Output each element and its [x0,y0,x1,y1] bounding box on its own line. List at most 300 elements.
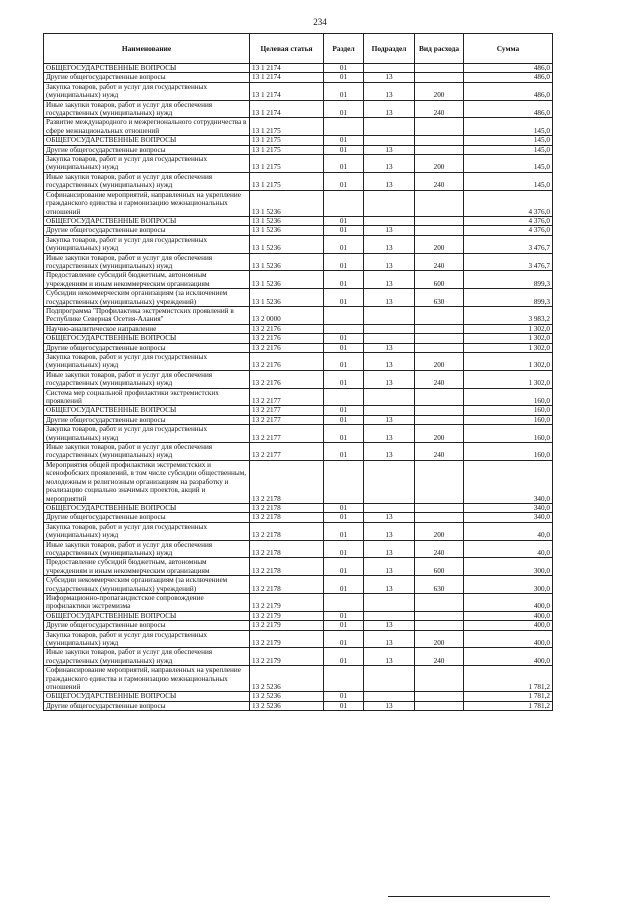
cell-section [324,593,364,611]
cell-subsection: 13 [364,145,415,154]
cell-sum: 400,0 [464,621,553,630]
cell-exp-type: 600 [415,271,464,289]
cell-name: Закупка товаров, работ и услуг для государственных (муниципальных) нужд [44,522,250,540]
cell-sum: 899,3 [464,271,553,289]
cell-code: 13 2 5236 [250,701,324,710]
cell-sum: 300,0 [464,558,553,576]
cell-exp-type [415,621,464,630]
cell-exp-type: 240 [415,253,464,271]
cell-subsection: 13 [364,443,415,461]
cell-section: 01 [324,343,364,352]
cell-section: 01 [324,145,364,154]
cell-subsection [364,692,415,701]
cell-code: 13 1 2174 [250,82,324,100]
cell-section: 01 [324,425,364,443]
table-row [44,648,553,666]
cell-exp-type [415,136,464,145]
cell-subsection: 13 [364,353,415,371]
header-name: Наименование [44,34,250,64]
cell-sum: 1 781,2 [464,666,553,692]
table-row [44,289,553,307]
cell-code: 13 2 2176 [250,334,324,343]
cell-subsection: 13 [364,630,415,648]
cell-name: ОБЩЕГОСУДАРСТВЕННЫЕ ВОПРОСЫ [44,503,250,512]
cell-code: 13 1 2175 [250,155,324,173]
cell-exp-type [415,503,464,512]
cell-section: 01 [324,353,364,371]
table-row [44,73,553,82]
cell-section: 01 [324,558,364,576]
table-row [44,415,553,424]
cell-exp-type: 240 [415,540,464,558]
cell-section: 01 [324,443,364,461]
cell-exp-type: 240 [415,100,464,118]
cell-subsection: 13 [364,425,415,443]
cell-name: ОБЩЕГОСУДАРСТВЕННЫЕ ВОПРОСЫ [44,611,250,620]
table-row [44,172,553,190]
cell-sum: 160,0 [464,425,553,443]
cell-sum: 40,0 [464,540,553,558]
table-row [44,136,553,145]
cell-exp-type [415,692,464,701]
table-row [44,353,553,371]
cell-name: ОБЩЕГОСУДАРСТВЕННЫЕ ВОПРОСЫ [44,136,250,145]
cell-subsection [364,388,415,406]
cell-exp-type [415,334,464,343]
cell-subsection: 13 [364,701,415,710]
cell-exp-type: 200 [415,522,464,540]
cell-sum: 145,0 [464,118,553,136]
cell-name: Другие общегосударственные вопросы [44,145,250,154]
cell-subsection [364,503,415,512]
cell-exp-type [415,593,464,611]
cell-section [324,118,364,136]
cell-sum: 300,0 [464,576,553,594]
cell-section: 01 [324,172,364,190]
cell-subsection: 13 [364,155,415,173]
cell-name: Софинансирование мероприятий, направленных на укрепление гражданского единства и гармонизацию межнациональных отношений [44,666,250,692]
cell-section [324,306,364,324]
cell-name: Субсидии некоммерческим организациям (за исключением государственных (муниципальных) учреждений) [44,576,250,594]
table-row [44,343,553,352]
cell-code: 13 1 2175 [250,118,324,136]
table-row [44,155,553,173]
cell-code: 13 2 2177 [250,443,324,461]
cell-code: 13 1 5236 [250,190,324,216]
cell-sum: 1 302,0 [464,353,553,371]
cell-name: Информационно-пропагандистское сопровождение профилактики экстремизма [44,593,250,611]
cell-subsection: 13 [364,576,415,594]
header-subsection: Подраздел [364,34,415,64]
cell-code: 13 1 5236 [250,216,324,225]
cell-code: 13 2 5236 [250,666,324,692]
cell-exp-type: 200 [415,425,464,443]
cell-section: 01 [324,630,364,648]
cell-sum: 1 302,0 [464,370,553,388]
cell-subsection [364,64,415,73]
table-row [44,666,553,692]
cell-name: ОБЩЕГОСУДАРСТВЕННЫЕ ВОПРОСЫ [44,216,250,225]
cell-name: Система мер социальной профилактики экстремистских проявлений [44,388,250,406]
cell-section: 01 [324,370,364,388]
cell-code: 13 2 2179 [250,611,324,620]
cell-code: 13 2 2177 [250,406,324,415]
cell-sum: 899,3 [464,289,553,307]
cell-subsection: 13 [364,289,415,307]
table-row [44,630,553,648]
cell-code: 13 1 5236 [250,271,324,289]
cell-code: 13 1 2174 [250,100,324,118]
cell-exp-type [415,406,464,415]
table-row [44,593,553,611]
cell-subsection: 13 [364,513,415,522]
cell-code: 13 1 2175 [250,172,324,190]
cell-sum: 4 376,0 [464,216,553,225]
table-row [44,324,553,333]
cell-subsection: 13 [364,522,415,540]
cell-section: 01 [324,503,364,512]
cell-exp-type [415,415,464,424]
cell-name: Предоставление субсидий бюджетным, автономным учреждениям и иным некоммерческим организациям [44,271,250,289]
cell-subsection [364,136,415,145]
cell-name: Иные закупки товаров, работ и услуг для обеспечения государственных (муниципальных) нужд [44,370,250,388]
table-row [44,216,553,225]
cell-exp-type [415,190,464,216]
cell-code: 13 1 5236 [250,235,324,253]
cell-exp-type: 630 [415,289,464,307]
cell-exp-type: 200 [415,235,464,253]
cell-section: 01 [324,692,364,701]
cell-section: 01 [324,406,364,415]
cell-code: 13 2 2179 [250,621,324,630]
cell-sum: 4 376,0 [464,226,553,235]
cell-subsection: 13 [364,100,415,118]
cell-subsection [364,593,415,611]
cell-subsection [364,306,415,324]
cell-exp-type: 240 [415,443,464,461]
cell-sum: 145,0 [464,155,553,173]
cell-name: Другие общегосударственные вопросы [44,513,250,522]
cell-exp-type [415,388,464,406]
cell-code: 13 2 2177 [250,415,324,424]
cell-subsection [364,611,415,620]
cell-sum: 1 302,0 [464,334,553,343]
cell-sum: 486,0 [464,82,553,100]
cell-sum: 400,0 [464,630,553,648]
cell-section: 01 [324,253,364,271]
cell-sum: 160,0 [464,388,553,406]
cell-name: Закупка товаров, работ и услуг для государственных (муниципальных) нужд [44,155,250,173]
cell-section [324,666,364,692]
cell-exp-type [415,145,464,154]
cell-section [324,190,364,216]
cell-section: 01 [324,64,364,73]
cell-name: Предоставление субсидий бюджетным, автономным учреждениям и иным некоммерческим организациям [44,558,250,576]
cell-exp-type [415,343,464,352]
cell-sum: 340,0 [464,460,553,503]
table-row [44,406,553,415]
table-row [44,100,553,118]
table-row [44,235,553,253]
cell-section: 01 [324,621,364,630]
cell-name: Научно-аналитическое направление [44,324,250,333]
cell-code: 13 1 2174 [250,73,324,82]
cell-code: 13 1 2175 [250,145,324,154]
cell-code: 13 2 2178 [250,460,324,503]
cell-section: 01 [324,522,364,540]
table-row [44,190,553,216]
cell-code: 13 1 5236 [250,253,324,271]
cell-sum: 4 376,0 [464,190,553,216]
cell-subsection [364,324,415,333]
cell-subsection: 13 [364,648,415,666]
cell-code: 13 2 2177 [250,425,324,443]
cell-subsection [364,216,415,225]
cell-exp-type [415,701,464,710]
cell-name: Иные закупки товаров, работ и услуг для обеспечения государственных (муниципальных) нужд [44,253,250,271]
cell-exp-type [415,64,464,73]
cell-subsection: 13 [364,172,415,190]
cell-subsection: 13 [364,558,415,576]
cell-code: 13 1 5236 [250,289,324,307]
cell-subsection [364,666,415,692]
cell-name: Иные закупки товаров, работ и услуг для обеспечения государственных (муниципальных) нужд [44,540,250,558]
cell-section: 01 [324,611,364,620]
table-row [44,253,553,271]
cell-section: 01 [324,540,364,558]
cell-sum: 400,0 [464,611,553,620]
table-row [44,443,553,461]
cell-exp-type: 240 [415,370,464,388]
cell-exp-type [415,611,464,620]
cell-name: Закупка товаров, работ и услуг для государственных (муниципальных) нужд [44,235,250,253]
cell-code: 13 2 2176 [250,343,324,352]
cell-section: 01 [324,136,364,145]
header-code: Целевая статья [250,34,324,64]
cell-section: 01 [324,216,364,225]
table-row [44,271,553,289]
cell-sum: 1 302,0 [464,343,553,352]
table-row [44,540,553,558]
header-section: Раздел [324,34,364,64]
table-row [44,226,553,235]
cell-section: 01 [324,701,364,710]
cell-section: 01 [324,82,364,100]
cell-sum: 400,0 [464,648,553,666]
table-row [44,576,553,594]
cell-subsection: 13 [364,73,415,82]
budget-table [43,33,553,711]
table-row [44,64,553,73]
cell-code: 13 2 0000 [250,306,324,324]
cell-sum: 160,0 [464,443,553,461]
table-row [44,522,553,540]
cell-name: Подпрограмма "Профилактика экстремистских проявлений в Республике Северная Осетия-Алания" [44,306,250,324]
cell-name: Иные закупки товаров, работ и услуг для обеспечения государственных (муниципальных) нужд [44,648,250,666]
cell-code: 13 2 2178 [250,576,324,594]
cell-name: Закупка товаров, работ и услуг для государственных (муниципальных) нужд [44,630,250,648]
cell-name: Софинансирование мероприятий, направленных на укрепление гражданского единства и гармонизацию межнациональных отношений [44,190,250,216]
cell-sum: 160,0 [464,406,553,415]
table-row [44,460,553,503]
cell-code: 13 1 2174 [250,64,324,73]
cell-subsection: 13 [364,235,415,253]
table-row [44,692,553,701]
cell-code: 13 2 2178 [250,558,324,576]
cell-code: 13 2 2179 [250,648,324,666]
cell-subsection: 13 [364,370,415,388]
table-row [44,370,553,388]
cell-exp-type: 240 [415,172,464,190]
table-row [44,118,553,136]
cell-exp-type: 240 [415,648,464,666]
cell-exp-type [415,306,464,324]
cell-section: 01 [324,648,364,666]
cell-section: 01 [324,235,364,253]
cell-sum: 1 302,0 [464,324,553,333]
header-exp-type: Вид расхода [415,34,464,64]
cell-code: 13 2 2179 [250,630,324,648]
table-row [44,306,553,324]
cell-sum: 160,0 [464,415,553,424]
cell-name: Иные закупки товаров, работ и услуг для обеспечения государственных (муниципальных) нужд [44,443,250,461]
cell-code: 13 2 2178 [250,540,324,558]
cell-sum: 486,0 [464,100,553,118]
cell-code: 13 1 2175 [250,136,324,145]
table-body [44,64,553,711]
cell-name: Мероприятия общей профилактики экстремистских и ксенофобских проявлений, в том числе субсидии общественным, молодежным и религиозным организациям на разработку и реализацию социально значимых проектов, акций и мероприятий [44,460,250,503]
table-row [44,145,553,154]
cell-section [324,460,364,503]
cell-sum: 340,0 [464,503,553,512]
cell-sum: 40,0 [464,522,553,540]
cell-subsection [364,118,415,136]
cell-code: 13 2 2176 [250,353,324,371]
cell-subsection [364,460,415,503]
cell-subsection [364,406,415,415]
cell-code: 13 2 2178 [250,513,324,522]
table-header-row [44,34,553,64]
cell-section: 01 [324,289,364,307]
cell-exp-type [415,513,464,522]
cell-name: Другие общегосударственные вопросы [44,226,250,235]
cell-code: 13 2 2178 [250,522,324,540]
cell-sum: 1 781,2 [464,692,553,701]
cell-section: 01 [324,73,364,82]
cell-subsection: 13 [364,82,415,100]
cell-name: ОБЩЕГОСУДАРСТВЕННЫЕ ВОПРОСЫ [44,406,250,415]
cell-name: Развитие международного и межрегионального сотрудничества в сфере межнациональных отношений [44,118,250,136]
table-row [44,82,553,100]
cell-code: 13 2 2179 [250,593,324,611]
cell-code: 13 2 5236 [250,692,324,701]
page-number: 234 [313,17,327,27]
cell-subsection: 13 [364,343,415,352]
cell-subsection: 13 [364,621,415,630]
cell-exp-type [415,118,464,136]
cell-subsection: 13 [364,540,415,558]
cell-exp-type [415,324,464,333]
cell-sum: 145,0 [464,145,553,154]
cell-section [324,324,364,333]
cell-exp-type: 600 [415,558,464,576]
cell-exp-type: 200 [415,82,464,100]
cell-code: 13 2 2176 [250,370,324,388]
cell-section: 01 [324,271,364,289]
header-sum: Сумма [464,34,553,64]
cell-exp-type: 200 [415,630,464,648]
cell-section [324,388,364,406]
cell-sum: 1 781,2 [464,701,553,710]
cell-code: 13 1 5236 [250,226,324,235]
cell-subsection: 13 [364,415,415,424]
cell-sum: 3 983,2 [464,306,553,324]
cell-name: Другие общегосударственные вопросы [44,343,250,352]
footer-rule [388,896,550,897]
cell-exp-type: 630 [415,576,464,594]
cell-exp-type [415,73,464,82]
cell-name: Другие общегосударственные вопросы [44,701,250,710]
table-row [44,334,553,343]
cell-subsection: 13 [364,226,415,235]
cell-code: 13 2 2178 [250,503,324,512]
table-row [44,621,553,630]
cell-name: ОБЩЕГОСУДАРСТВЕННЫЕ ВОПРОСЫ [44,692,250,701]
cell-name: Иные закупки товаров, работ и услуг для обеспечения государственных (муниципальных) нужд [44,172,250,190]
table-row [44,425,553,443]
cell-section: 01 [324,226,364,235]
cell-sum: 340,0 [464,513,553,522]
cell-subsection [364,334,415,343]
cell-name: Закупка товаров, работ и услуг для государственных (муниципальных) нужд [44,82,250,100]
cell-sum: 400,0 [464,593,553,611]
cell-name: Другие общегосударственные вопросы [44,415,250,424]
cell-sum: 3 476,7 [464,253,553,271]
cell-name: Другие общегосударственные вопросы [44,73,250,82]
table-row [44,503,553,512]
cell-code: 13 2 2177 [250,388,324,406]
cell-name: ОБЩЕГОСУДАРСТВЕННЫЕ ВОПРОСЫ [44,64,250,73]
cell-exp-type [415,666,464,692]
table-row [44,701,553,710]
cell-name: Закупка товаров, работ и услуг для государственных (муниципальных) нужд [44,353,250,371]
cell-exp-type [415,226,464,235]
table-row [44,513,553,522]
cell-name: Другие общегосударственные вопросы [44,621,250,630]
cell-subsection: 13 [364,271,415,289]
cell-exp-type [415,460,464,503]
cell-section: 01 [324,155,364,173]
cell-name: Иные закупки товаров, работ и услуг для обеспечения государственных (муниципальных) нужд [44,100,250,118]
cell-sum: 486,0 [464,73,553,82]
cell-sum: 486,0 [464,64,553,73]
cell-section: 01 [324,334,364,343]
cell-subsection: 13 [364,253,415,271]
cell-code: 13 2 2176 [250,324,324,333]
cell-name: Субсидии некоммерческим организациям (за исключением государственных (муниципальных) учреждений) [44,289,250,307]
cell-section: 01 [324,576,364,594]
cell-section: 01 [324,100,364,118]
cell-section: 01 [324,415,364,424]
table-row [44,611,553,620]
cell-sum: 3 476,7 [464,235,553,253]
table-row [44,558,553,576]
cell-name: ОБЩЕГОСУДАРСТВЕННЫЕ ВОПРОСЫ [44,334,250,343]
cell-name: Закупка товаров, работ и услуг для государственных (муниципальных) нужд [44,425,250,443]
cell-exp-type: 200 [415,155,464,173]
cell-exp-type: 200 [415,353,464,371]
cell-subsection [364,190,415,216]
